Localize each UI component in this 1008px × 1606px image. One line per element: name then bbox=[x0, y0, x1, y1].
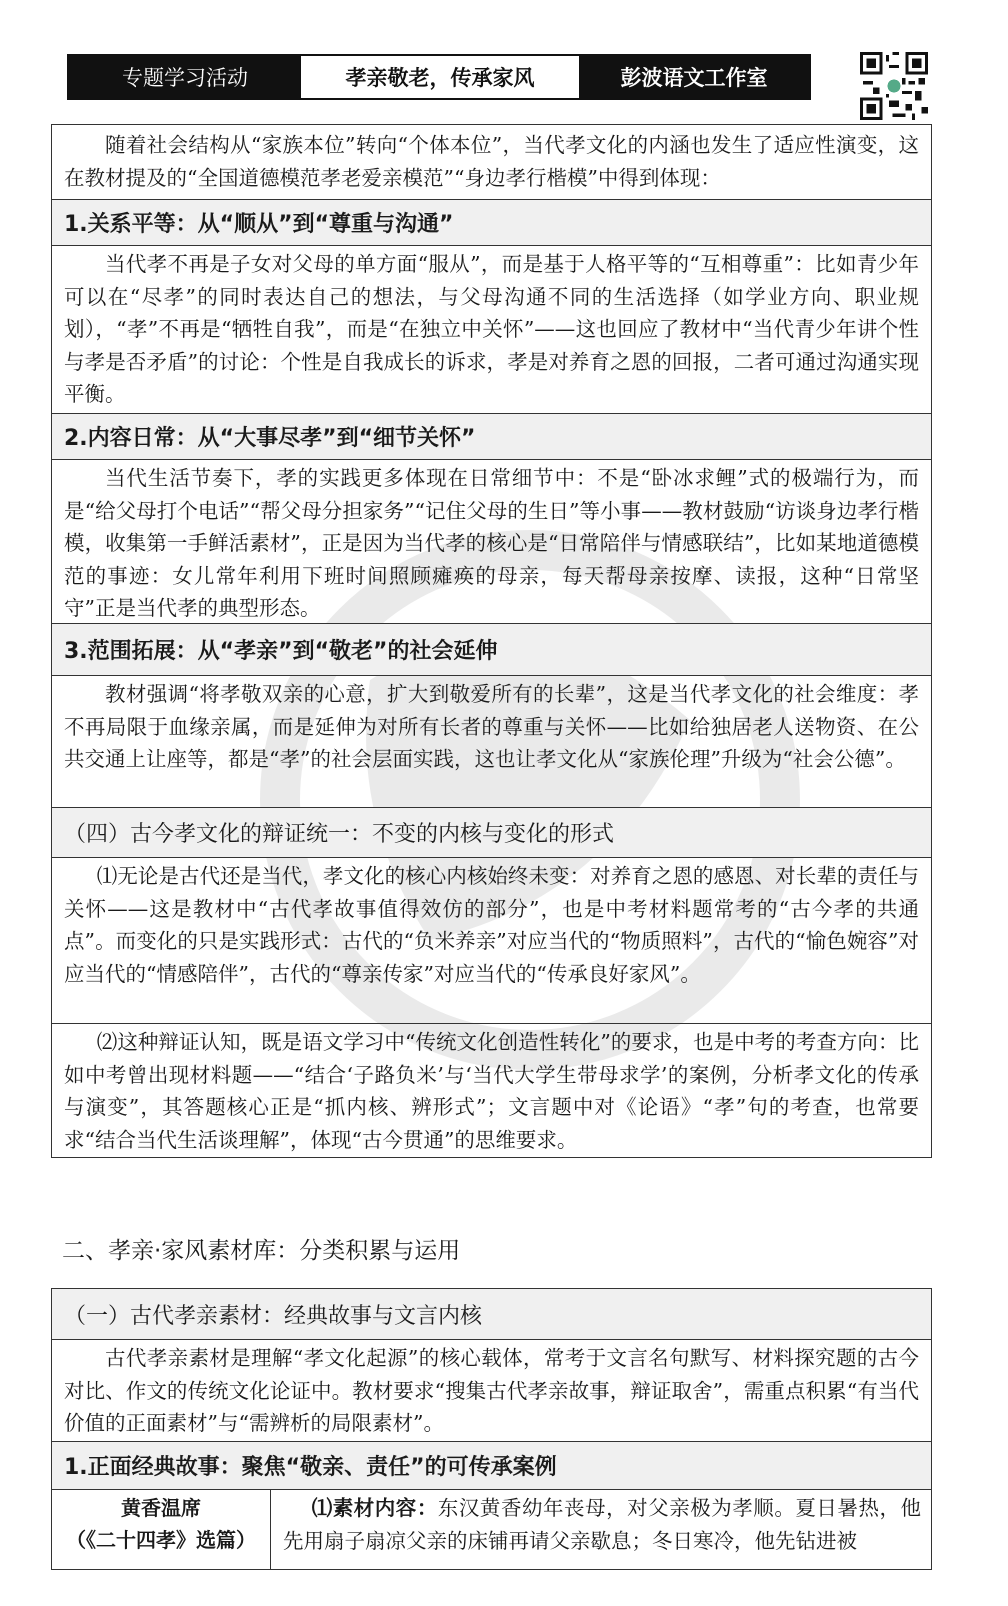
ancient-intro-row bbox=[52, 1339, 931, 1441]
daily-paragraph: 当代生活节奏下，孝的实践更多体现在日常细节中：不是“卧冰求鲤”式的极端行为，而是“给父母打个电话”“帮父母分担家务”“记住父母的生日”等小事——教材鼓励“访谈身边孝行楷模，收集第一手鲜活素材”，正是因为当代孝的核心是“日常陪伴与情感联结”，比如某地道德模范的事迹：女儿常年利用下班时间照顾瘫痪的母亲，每天帮母亲按摩、读报，这种“日常坚守”正是当代孝的典型形态。 bbox=[64, 466, 919, 620]
story-title-cell bbox=[52, 1490, 271, 1569]
daily-row bbox=[52, 459, 931, 623]
story-title: 黄香温席 bbox=[121, 1496, 201, 1520]
intro-row bbox=[52, 125, 931, 199]
relationship-paragraph: 当代孝不再是子女对父母的单方面“服从”，而是基于人格平等的“互相尊重”：比如青少年可以在“尽孝”的同时表达自己的想法，与父母沟通不同的生活选择（如学业方向、职业规划），“孝”不再是“牺牲自我”，而是“在独立中关怀”——这也回应了教材中“当代青少年讲个性与孝是否矛盾”的讨论：个性是自我成长的诉求，孝是对养育之恩的回报，二者可通过沟通实现平衡。 bbox=[64, 252, 919, 406]
qr-code-icon bbox=[860, 52, 928, 120]
story-content-label: ⑴素材内容： bbox=[311, 1496, 438, 1520]
heading-relationship-equality: 1.关系平等：从“顺从”到“尊重与沟通” bbox=[52, 199, 931, 245]
header-topic-title: 孝亲敬老，传承家风 bbox=[301, 56, 579, 98]
story-content-text: 东汉黄香幼年丧母，对父亲极为孝顺。夏日暑热，他先用扇子扇凉父亲的床铺再请父亲歇息；冬日寒冷，他先钻进被 bbox=[283, 1496, 922, 1553]
intro-paragraph: 随着社会结构从“家族本位”转向“个体本位”，当代孝文化的内涵也发生了适应性演变，这在教材提及的“全国道德模范孝老爱亲模范”“身边孝行楷模”中得到体现： bbox=[64, 133, 919, 190]
header-bar bbox=[67, 54, 811, 100]
heading-dialectical-unity: （四）古今孝文化的辩证统一：不变的内核与变化的形式 bbox=[52, 807, 931, 857]
modern-filial-table bbox=[51, 124, 932, 1158]
section-title-materials: 二、孝亲·家风素材库：分类积累与运用 bbox=[62, 1238, 461, 1264]
scope-paragraph: 教材强调“将孝敬双亲的心意，扩大到敬爱所有的长辈”，这是当代孝文化的社会维度：孝不再局限于血缘亲属，而是延伸为对所有长者的尊重与关怀——比如给独居老人送物资、在公共交通上让座等，都是“孝”的社会层面实践，这也让孝文化从“家族伦理”升级为“社会公德”。 bbox=[64, 682, 919, 771]
unity-row-2 bbox=[52, 1023, 931, 1157]
relationship-row bbox=[52, 245, 931, 413]
heading-positive-stories: 1.正面经典故事：聚焦“敬亲、责任”的可传承案例 bbox=[52, 1441, 931, 1489]
header-studio-name: 彭波语文工作室 bbox=[579, 56, 809, 98]
heading-scope-extension: 3.范围拓展：从“孝亲”到“敬老”的社会延伸 bbox=[52, 623, 931, 675]
header-activity-label: 专题学习活动 bbox=[69, 56, 301, 98]
story-source: （《二十四孝》选篇） bbox=[66, 1528, 256, 1552]
story-row-huangxiang bbox=[52, 1489, 931, 1569]
ancient-intro-paragraph: 古代孝亲素材是理解“孝文化起源”的核心载体，常考于文言名句默写、材料探究题的古今对比、作文的传统文化论证中。教材要求“搜集古代孝亲故事，辩证取舍”，需重点积累“有当代价值的正面素材”与“需辨析的局限素材”。 bbox=[64, 1346, 919, 1435]
unity-paragraph-2: ⑵这种辩证认知，既是语文学习中“传统文化创造性转化”的要求，也是中考的考查方向：比如中考曾出现材料题——“结合‘子路负米’与‘当代大学生带母求学’的案例，分析孝文化的传承与演变”，其答题核心正是“抓内核、辨形式”；文言题中对《论语》“孝”句的考查，也常要求“结合当代生活谈理解”，体现“古今贯通”的思维要求。 bbox=[64, 1030, 919, 1152]
unity-row-1 bbox=[52, 857, 931, 1023]
scope-row bbox=[52, 675, 931, 807]
heading-ancient-materials: （一）古代孝亲素材：经典故事与文言内核 bbox=[52, 1289, 931, 1339]
story-content-cell bbox=[271, 1490, 931, 1569]
ancient-materials-table bbox=[51, 1288, 932, 1570]
heading-daily-content: 2.内容日常：从“大事尽孝”到“细节关怀” bbox=[52, 413, 931, 459]
unity-paragraph-1: ⑴无论是古代还是当代，孝文化的核心内核始终未变：对养育之恩的感恩、对长辈的责任与关怀——这是教材中“古代孝故事值得效仿的部分”，也是中考材料题常考的“古今孝的共通点”。而变化的只是实践形式：古代的“负米养亲”对应当代的“物质照料”，古代的“愉色婉容”对应当代的“情感陪伴”，古代的“尊亲传家”对应当代的“传承良好家风”。 bbox=[64, 864, 919, 986]
